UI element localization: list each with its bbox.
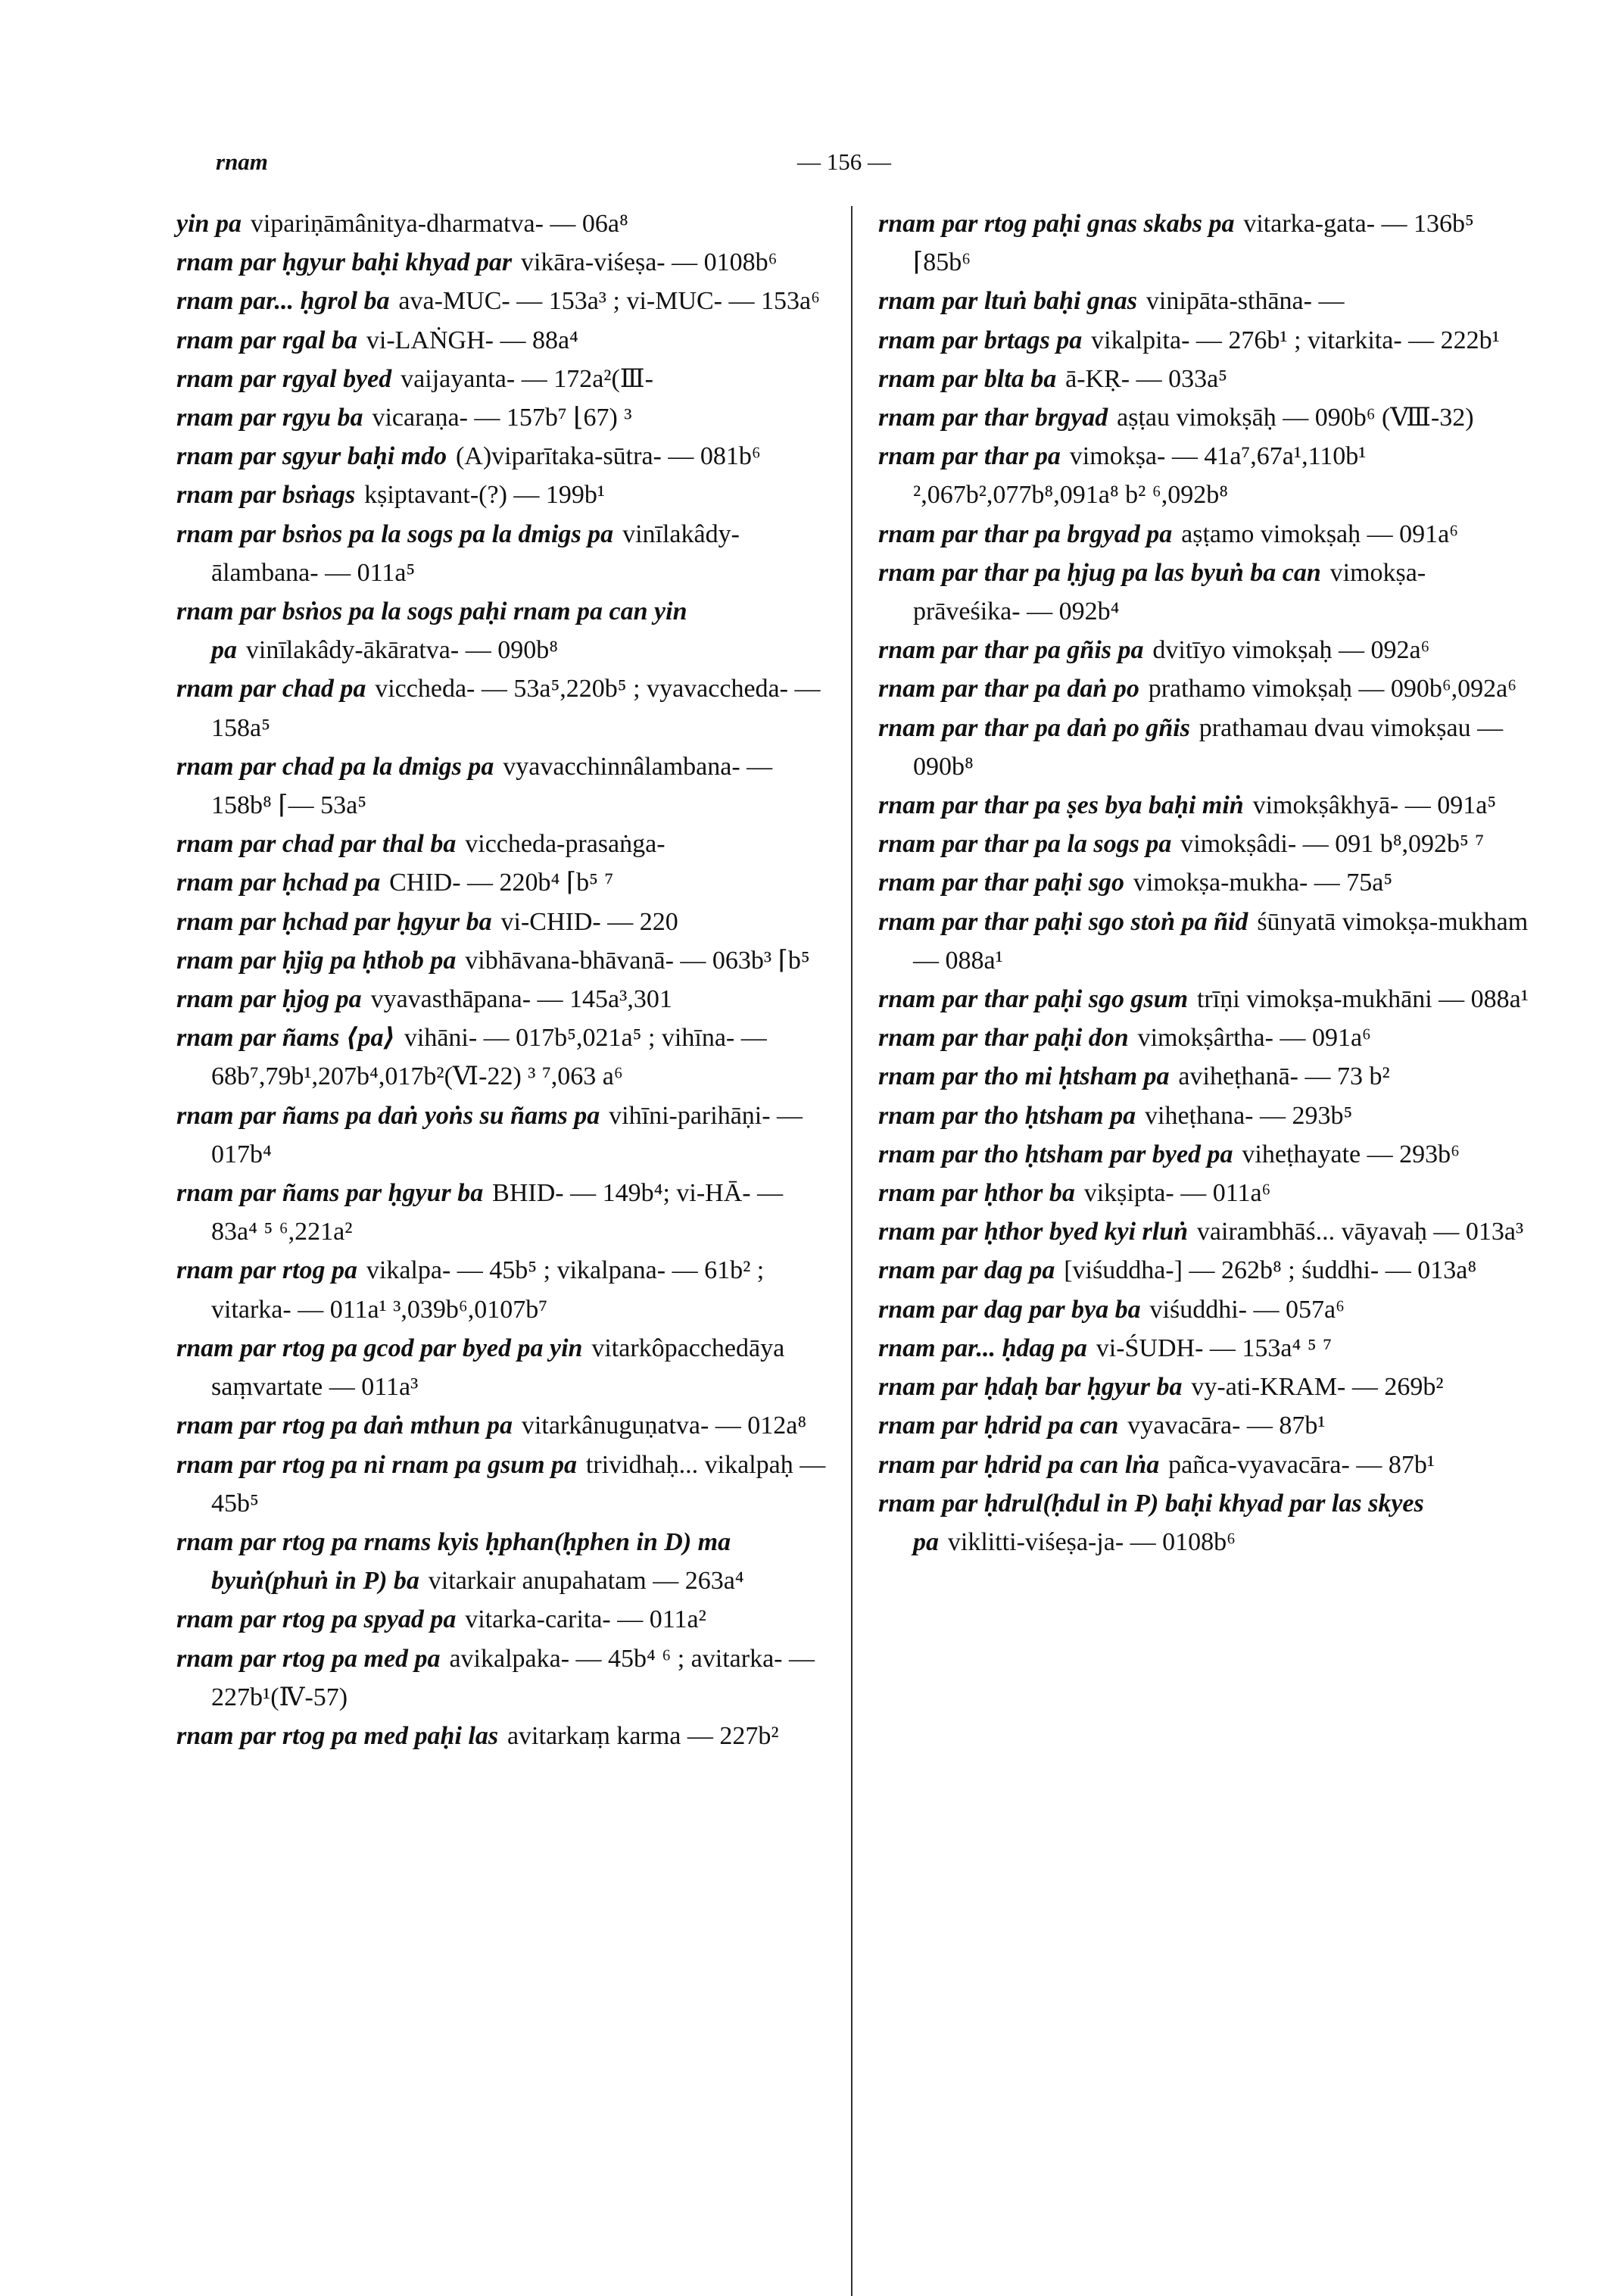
entry-definition: vi-LAṄGH- — 88a⁴ bbox=[366, 326, 578, 354]
entry-definition: prathamo vimokṣaḥ — 090b⁶,092a⁶ bbox=[1148, 675, 1517, 703]
entry-definition: vikalpa- — 45b⁵ ; vikalpana- — 61b² ; vitarka- — 011a¹ ³,039b⁶,0107b⁷ bbox=[211, 1256, 765, 1324]
dictionary-entry bbox=[878, 631, 1529, 669]
entry-headword: rnam par bsṅags bbox=[176, 481, 356, 510]
entry-headword: rnam par ḥdrid pa can lṅa bbox=[878, 1450, 1160, 1479]
dictionary-entry bbox=[878, 786, 1529, 825]
entry-definition: aviheṭhanā- — 73 b² bbox=[1178, 1062, 1390, 1091]
dictionary-entry bbox=[176, 903, 828, 941]
dictionary-entry bbox=[176, 1251, 828, 1328]
entry-headword: rnam par ltuṅ baḥi gnas bbox=[878, 287, 1138, 316]
entry-definition: vimokṣa-prāveśika- — 092b⁴ bbox=[913, 558, 1426, 626]
entry-definition: [viśuddha-] — 262b⁸ ; śuddhi- — 013a⁸ bbox=[1064, 1256, 1477, 1285]
entry-headword: rnam par ḥthor byed kyi rluṅ bbox=[878, 1218, 1189, 1246]
entry-definition: vinīlakâdy-ākāratva- — 090b⁸ bbox=[245, 636, 559, 665]
entry-definition: vimokṣa- — 41a⁷,67a¹,110b¹ ²,067b²,077b⁸,091a⁸ b² ⁶,092b⁸ bbox=[913, 442, 1367, 510]
entry-definition: avikalpaka- — 45b⁴ ⁶ ; avitarka- — 227b¹(Ⅳ-57) bbox=[211, 1644, 815, 1711]
entry-definition: vikāra-viśeṣa- — 0108b⁶ bbox=[520, 248, 778, 277]
dictionary-entry bbox=[176, 1406, 828, 1445]
entry-headword: rnam par chad pa la dmigs pa bbox=[176, 752, 494, 781]
dictionary-entry bbox=[176, 515, 828, 592]
entry-definition: vipariṇāmânitya-dharmatva- — 06a⁸ bbox=[250, 210, 628, 238]
entry-headword: yin pa bbox=[176, 210, 242, 238]
left-column bbox=[176, 204, 828, 1755]
entry-definition: vitarkânuguṇatva- — 012a⁸ bbox=[521, 1412, 807, 1440]
dictionary-entry bbox=[878, 980, 1529, 1019]
entry-definition: kṣiptavant-(?) — 199b¹ bbox=[364, 481, 606, 510]
entry-definition: vyavasthāpana- — 145a³,301 bbox=[370, 985, 672, 1014]
entry-headword: rnam par... ḥgrol ba bbox=[176, 287, 390, 316]
dictionary-entry bbox=[176, 592, 828, 669]
entry-definition: BHID- — 149b⁴; vi-HĀ- — 83a⁴ ⁵ ⁶,221a² bbox=[211, 1179, 784, 1246]
dictionary-entry bbox=[878, 1251, 1529, 1290]
entry-headword: rnam par bsṅos pa la sogs paḥi rnam pa can yin pa bbox=[176, 597, 687, 665]
entry-headword: rnam par ḥdrul(ḥdul in P) baḥi khyad par las skyes pa bbox=[878, 1489, 1424, 1556]
entry-definition: pañca-vyavacāra- — 87b¹ bbox=[1168, 1450, 1435, 1479]
entry-headword: rnam par blta ba bbox=[878, 364, 1057, 393]
dictionary-entry bbox=[176, 825, 828, 863]
entry-headword: rnam par ñams par ḥgyur ba bbox=[176, 1179, 484, 1208]
entry-headword: rnam par ḥthor ba bbox=[878, 1179, 1075, 1208]
entry-headword: rnam par sgyur baḥi mdo bbox=[176, 442, 447, 471]
entry-headword: rnam par rtog paḥi gnas skabs pa bbox=[878, 210, 1235, 238]
dictionary-entry bbox=[878, 515, 1529, 554]
entry-headword: rnam par ḥchad par ḥgyur ba bbox=[176, 907, 492, 936]
dictionary-entry bbox=[176, 1717, 828, 1755]
entry-headword: rnam par thar pa daṅ po gñis bbox=[878, 713, 1190, 742]
entry-definition: viklitti-viśeṣa-ja- — 0108b⁶ bbox=[947, 1527, 1236, 1556]
entry-definition: viheṭhayate — 293b⁶ bbox=[1242, 1140, 1460, 1168]
entry-definition: viheṭhana- — 293b⁵ bbox=[1145, 1101, 1353, 1130]
entry-headword: rnam par rtog pa rnams kyis ḥphan(ḥphen in D) ma byuṅ(phuṅ in P) ba bbox=[176, 1527, 731, 1596]
entry-definition: vitarkôpacchedāya saṃvartate — 011a³ bbox=[211, 1334, 785, 1402]
entry-definition: viccheda- — 53a⁵,220b⁵ ; vyavaccheda- — 158a⁵ bbox=[211, 675, 821, 742]
dictionary-entry bbox=[176, 980, 828, 1019]
entry-definition: aṣṭamo vimokṣaḥ — 091a⁶ bbox=[1181, 519, 1459, 548]
entry-headword: rnam par ḥgyur baḥi khyad par bbox=[176, 248, 513, 277]
entry-definition: vimokṣâdi- — 091 b⁸,092b⁵ ⁷ bbox=[1180, 830, 1485, 859]
dictionary-entry bbox=[176, 360, 828, 398]
entry-definition: avitarkaṃ karma — 227b² bbox=[507, 1721, 779, 1750]
entry-headword: rnam par rtog pa ni rnam pa gsum pa bbox=[176, 1450, 578, 1479]
entry-definition: vikalpita- — 276b¹ ; vitarkita- — 222b¹ bbox=[1091, 326, 1500, 354]
dictionary-entry bbox=[176, 1523, 828, 1600]
dictionary-entry bbox=[878, 1057, 1529, 1096]
entry-definition: vibhāvana-bhāvanā- — 063b³ ⌈b⁵ bbox=[465, 946, 810, 975]
entry-definition: ava-MUC- — 153a³ ; vi-MUC- — 153a⁶ bbox=[398, 287, 820, 316]
entry-headword: rnam par bsṅos pa la sogs pa la dmigs pa bbox=[176, 519, 614, 548]
entry-headword: rnam par thar paḥi sgo bbox=[878, 869, 1124, 897]
dictionary-entry bbox=[176, 747, 828, 825]
entry-headword: rnam par thar paḥi sgo stoṅ pa ñid bbox=[878, 907, 1248, 936]
dictionary-entry bbox=[878, 204, 1529, 282]
dictionary-entry bbox=[878, 437, 1529, 514]
entry-definition: vitarkair anupahatam — 263a⁴ bbox=[428, 1567, 744, 1596]
entry-headword: rnam par tho mi ḥtsham pa bbox=[878, 1062, 1170, 1091]
entry-headword: rnam par ḥjig pa ḥthob pa bbox=[176, 946, 457, 975]
entry-headword: rnam par ḥchad pa bbox=[176, 869, 381, 897]
entry-headword: rnam par thar pa ṣes bya baḥi miṅ bbox=[878, 791, 1244, 820]
entry-headword: rnam par rgyu ba bbox=[176, 404, 363, 432]
entry-definition: vy-ati-KRAM- — 269b² bbox=[1191, 1373, 1444, 1402]
dictionary-entry bbox=[176, 282, 828, 320]
entry-definition: vitarka-carita- — 011a² bbox=[465, 1605, 706, 1634]
entry-headword: rnam par chad par thal ba bbox=[176, 830, 457, 859]
dictionary-entry bbox=[878, 709, 1529, 786]
dictionary-entry bbox=[878, 1406, 1529, 1445]
entry-headword: rnam par rgyal byed bbox=[176, 364, 392, 393]
dictionary-entry bbox=[176, 1600, 828, 1639]
entry-headword: rnam par rtog pa med paḥi las bbox=[176, 1721, 499, 1750]
entry-definition: vitarka-gata- — 136b⁵ ⌈85b⁶ bbox=[913, 210, 1474, 277]
entry-headword: rnam par tho ḥtsham par byed pa bbox=[878, 1140, 1233, 1168]
entry-headword: rnam par thar pa bbox=[878, 442, 1061, 471]
entry-definition: vikṣipta- — 011a⁶ bbox=[1083, 1179, 1271, 1208]
dictionary-entry bbox=[878, 1212, 1529, 1251]
dictionary-entry bbox=[878, 1290, 1529, 1329]
entry-headword: rnam par rtog pa daṅ mthun pa bbox=[176, 1412, 513, 1440]
page-number: — 156 — bbox=[797, 148, 891, 175]
entry-definition: dvitīyo vimokṣaḥ — 092a⁶ bbox=[1152, 636, 1430, 665]
entry-definition: aṣṭau vimokṣāḥ — 090b⁶ (Ⅷ-32) bbox=[1117, 404, 1474, 432]
entry-definition: vihāni- — 017b⁵,021a⁵ ; vihīna- — 68b⁷,79b¹,207b⁴,017b²(Ⅵ-22) ³ ⁷,063 a⁶ bbox=[211, 1024, 767, 1091]
entry-definition: vi-ŚUDH- — 153a⁴ ⁵ ⁷ bbox=[1096, 1334, 1333, 1362]
dictionary-entry bbox=[878, 1097, 1529, 1135]
entry-headword: rnam par rgal ba bbox=[176, 326, 357, 354]
dictionary-entry bbox=[878, 1484, 1529, 1561]
dictionary-entry bbox=[878, 321, 1529, 360]
dictionary-entry bbox=[176, 1639, 828, 1717]
entry-headword: rnam par thar pa daṅ po bbox=[878, 675, 1139, 703]
entry-definition: viśuddhi- — 057a⁶ bbox=[1149, 1295, 1345, 1324]
dictionary-entry bbox=[176, 398, 828, 437]
dictionary-entry bbox=[878, 669, 1529, 708]
entry-headword: rnam par tho ḥtsham pa bbox=[878, 1101, 1136, 1130]
column-divider bbox=[851, 206, 853, 2296]
entry-headword: rnam par thar pa la sogs pa bbox=[878, 830, 1172, 859]
dictionary-entry bbox=[878, 1019, 1529, 1057]
entry-definition: trividhaḥ... vikalpaḥ — 45b⁵ bbox=[211, 1450, 826, 1518]
entry-headword: rnam par rtog pa gcod par byed pa yin bbox=[176, 1334, 583, 1362]
entry-headword: rnam par rtog pa med pa bbox=[176, 1644, 441, 1673]
dictionary-entry bbox=[176, 321, 828, 360]
entry-headword: rnam par brtags pa bbox=[878, 326, 1083, 354]
entry-headword: rnam par thar paḥi don bbox=[878, 1024, 1129, 1053]
entry-definition: ā-KṚ- — 033a⁵ bbox=[1065, 364, 1228, 393]
right-column bbox=[878, 204, 1529, 1561]
dictionary-entry bbox=[878, 1135, 1529, 1174]
entry-headword: rnam par thar pa brgyad pa bbox=[878, 519, 1173, 548]
dictionary-entry bbox=[878, 360, 1529, 398]
dictionary-entry bbox=[176, 243, 828, 282]
entry-headword: rnam par thar pa gñis pa bbox=[878, 636, 1144, 665]
entry-definition: (A)viparītaka-sūtra- — 081b⁶ bbox=[455, 442, 761, 471]
running-head: rnam bbox=[216, 148, 268, 175]
dictionary-entry bbox=[176, 1329, 828, 1406]
dictionary-entry bbox=[176, 1019, 828, 1096]
dictionary-entry bbox=[176, 1174, 828, 1251]
entry-definition: CHID- — 220b⁴ ⌈b⁵ ⁷ bbox=[389, 869, 614, 897]
dictionary-entry bbox=[176, 204, 828, 243]
dictionary-entry bbox=[176, 1446, 828, 1523]
entry-definition: vimokṣârtha- — 091a⁶ bbox=[1137, 1024, 1371, 1053]
entry-definition: vihīni-parihāṇi- — 017b⁴ bbox=[211, 1101, 803, 1168]
dictionary-entry bbox=[878, 554, 1529, 631]
entry-headword: rnam par ñams ⟨pa⟩ bbox=[176, 1024, 395, 1053]
dictionary-entry bbox=[176, 1097, 828, 1174]
entry-headword: rnam par rtog pa spyad pa bbox=[176, 1605, 457, 1634]
entry-headword: rnam par... ḥdag pa bbox=[878, 1334, 1087, 1362]
entry-definition: vimokṣa-mukha- — 75a⁵ bbox=[1133, 869, 1393, 897]
dictionary-entry bbox=[878, 903, 1529, 980]
entry-headword: rnam par ḥdaḥ bar ḥgyur ba bbox=[878, 1373, 1183, 1402]
entry-definition: vyavacāra- — 87b¹ bbox=[1127, 1412, 1326, 1440]
entry-headword: rnam par chad pa bbox=[176, 675, 366, 703]
dictionary-entry bbox=[878, 1446, 1529, 1484]
entry-headword: rnam par rtog pa bbox=[176, 1256, 357, 1285]
entry-definition: vicaraṇa- — 157b⁷ ⌊67) ³ bbox=[372, 404, 632, 432]
entry-headword: rnam par dag pa bbox=[878, 1256, 1055, 1285]
dictionary-entry bbox=[878, 1174, 1529, 1212]
entry-headword: rnam par thar paḥi sgo gsum bbox=[878, 985, 1189, 1014]
entry-headword: rnam par dag par bya ba bbox=[878, 1295, 1141, 1324]
dictionary-entry bbox=[176, 941, 828, 980]
dictionary-entry bbox=[176, 476, 828, 514]
dictionary-entry bbox=[878, 825, 1529, 863]
dictionary-entry bbox=[176, 669, 828, 747]
entry-headword: rnam par thar brgyad bbox=[878, 404, 1108, 432]
entry-definition: vi-CHID- — 220 bbox=[500, 907, 678, 936]
dictionary-entry bbox=[176, 437, 828, 476]
entry-definition: vyavacchinnâlambana- — 158b⁸ ⌈— 53a⁵ bbox=[211, 752, 773, 820]
dictionary-entry bbox=[878, 1329, 1529, 1368]
entry-definition: vinīlakâdy-ālambana- — 011a⁵ bbox=[211, 519, 740, 587]
entry-definition: vaijayanta- — 172a²(Ⅲ- bbox=[401, 364, 653, 393]
dictionary-entry bbox=[176, 863, 828, 902]
entry-definition: vairambhāś... vāyavaḥ — 013a³ bbox=[1196, 1218, 1524, 1246]
entry-definition: prathamau dvau vimokṣau — 090b⁸ bbox=[913, 713, 1504, 781]
entry-definition: vimokṣâkhyā- — 091a⁵ bbox=[1252, 791, 1497, 820]
dictionary-entry bbox=[878, 398, 1529, 437]
entry-headword: rnam par thar pa ḥjug pa las byuṅ ba can bbox=[878, 558, 1321, 587]
entry-definition: trīṇi vimokṣa-mukhāni — 088a¹ bbox=[1196, 985, 1529, 1014]
entry-headword: rnam par ḥjog pa bbox=[176, 985, 362, 1014]
entry-headword: rnam par ḥdrid pa can bbox=[878, 1412, 1119, 1440]
entry-headword: rnam par ñams pa daṅ yoṅs su ñams pa bbox=[176, 1101, 600, 1130]
dictionary-entry bbox=[878, 282, 1529, 320]
entry-definition: śūnyatā vimokṣa-mukham — 088a¹ bbox=[913, 907, 1529, 975]
entry-definition: vinipāta-sthāna- — bbox=[1146, 287, 1345, 316]
dictionary-entry bbox=[878, 863, 1529, 902]
entry-definition: viccheda-prasaṅga- bbox=[465, 830, 665, 859]
dictionary-entry bbox=[878, 1368, 1529, 1406]
